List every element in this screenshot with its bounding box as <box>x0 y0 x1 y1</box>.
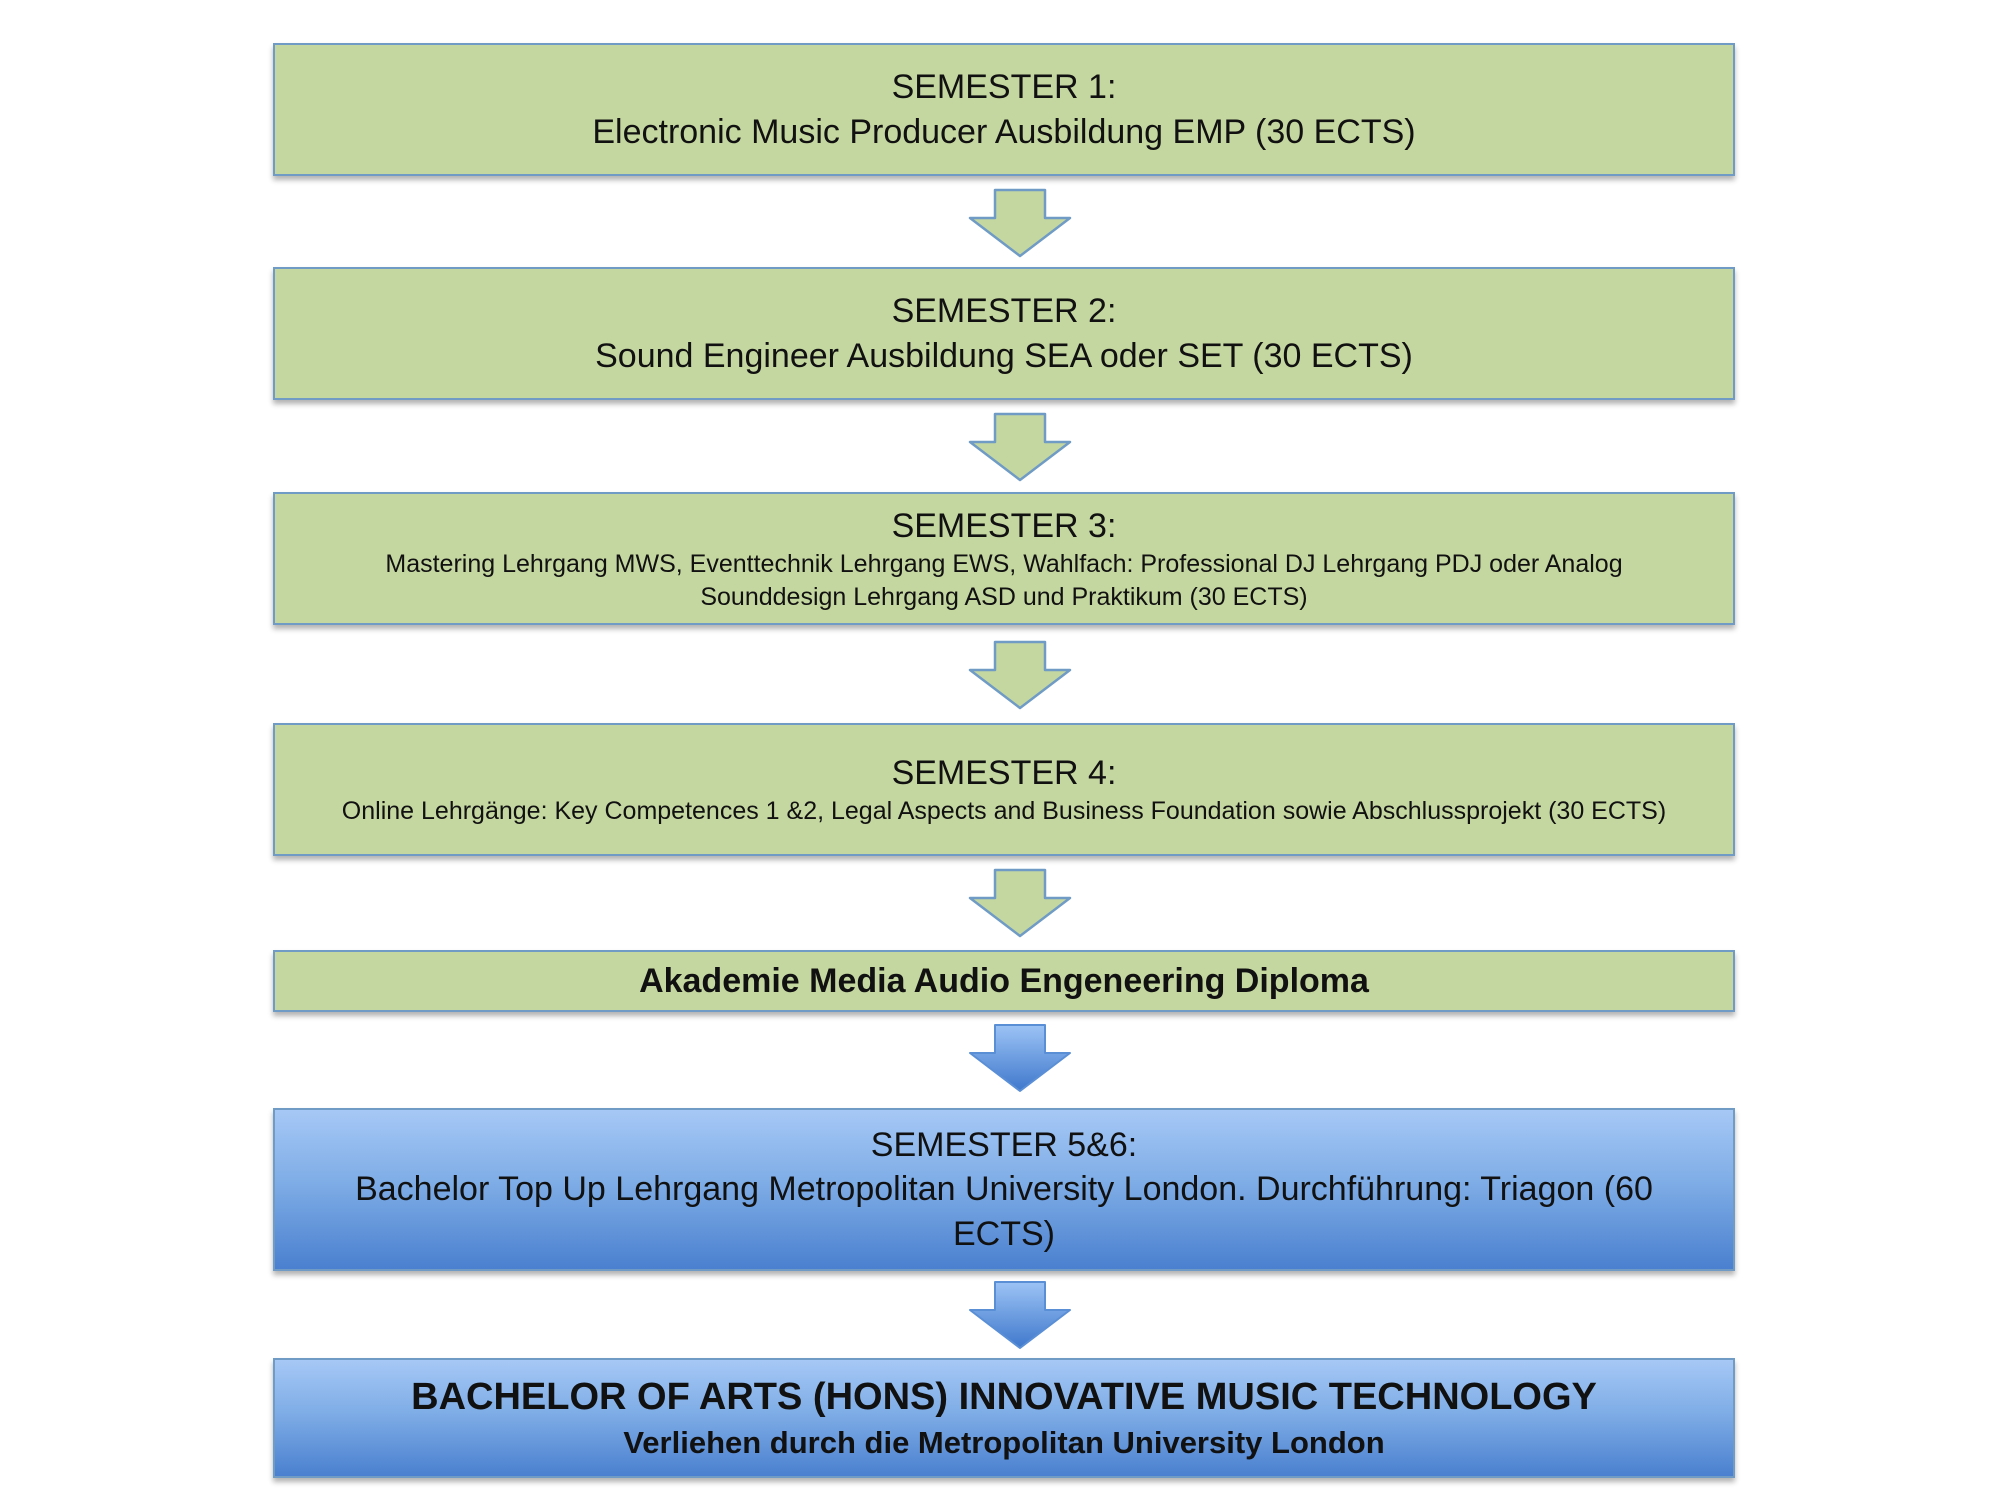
diploma-box <box>273 950 1735 1012</box>
semester-4-box <box>273 723 1735 856</box>
arrow-down-icon <box>968 640 1072 710</box>
semester-56-box <box>273 1108 1735 1271</box>
semester-3-title: SEMESTER 3: <box>891 506 1117 545</box>
semester-4-title: SEMESTER 4: <box>891 754 1117 793</box>
semester-2-body: Sound Engineer Ausbildung SEA oder SET (30 ECTS) <box>595 336 1413 375</box>
semester-4-body: Online Lehrgänge: Key Competences 1 &2, Legal Aspects and Business Foundation sowie Abschlussprojekt (30 ECTS) <box>341 797 1667 826</box>
semester-1-body: Electronic Music Producer Ausbildung EMP (30 ECTS) <box>592 112 1416 151</box>
diploma-label: Akademie Media Audio Engeneering Diploma <box>639 961 1369 1000</box>
arrow-down-icon <box>968 1280 1072 1350</box>
arrow-down-icon <box>968 1023 1072 1093</box>
semester-56-body: Bachelor Top Up Lehrgang Metropolitan University London. Durchführung: Triagon (60 ECTS) <box>355 1170 1653 1253</box>
degree-title: BACHELOR OF ARTS (HONS) INNOVATIVE MUSIC TECHNOLOGY <box>411 1376 1597 1419</box>
semester-1-box <box>273 43 1735 176</box>
semester-56-title: SEMESTER 5&6: <box>870 1126 1138 1165</box>
degree-subtitle: Verliehen durch die Metropolitan University London <box>623 1424 1385 1460</box>
degree-box <box>273 1358 1735 1478</box>
arrow-down-icon <box>968 188 1072 258</box>
arrow-down-icon <box>968 868 1072 938</box>
semester-2-title: SEMESTER 2: <box>891 292 1117 331</box>
semester-3-box <box>273 492 1735 625</box>
semester-3-body: Mastering Lehrgang MWS, Eventtechnik Lehrgang EWS, Wahlfach: Professional DJ Lehrgang PDJ oder Analog Sounddesign Lehrgang ASD und Praktikum (30 ECTS) <box>385 550 1623 611</box>
arrow-down-icon <box>968 412 1072 482</box>
semester-2-box <box>273 267 1735 400</box>
semester-1-title: SEMESTER 1: <box>891 68 1117 107</box>
